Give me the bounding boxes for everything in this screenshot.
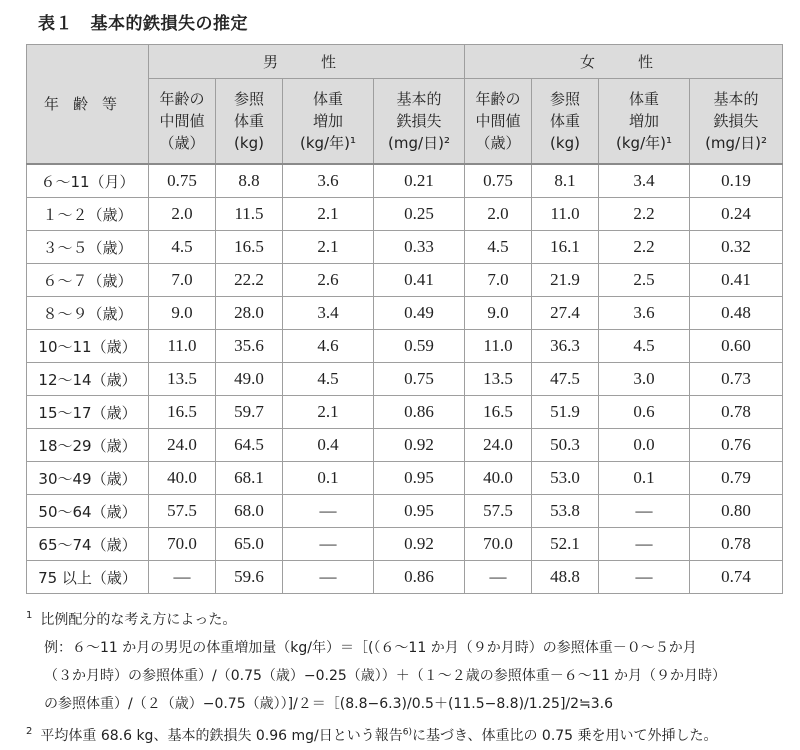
- value-cell: 2.2: [599, 231, 690, 264]
- value-cell: 0.60: [690, 330, 783, 363]
- value-cell: —: [599, 528, 690, 561]
- value-cell: 0.78: [690, 528, 783, 561]
- age-cell: １～２（歳）: [27, 198, 149, 231]
- table-row: [27, 297, 783, 330]
- column-header-line: 体重: [312, 90, 343, 108]
- value-cell: 40.0: [149, 462, 216, 495]
- footnote-1: [26, 602, 796, 634]
- value-cell: 0.73: [690, 363, 783, 396]
- column-header-line: 参照: [233, 90, 264, 108]
- column-header: [374, 79, 465, 165]
- value-cell: 36.3: [532, 330, 599, 363]
- value-cell: 70.0: [149, 528, 216, 561]
- value-cell: 27.4: [532, 297, 599, 330]
- value-cell: 0.49: [374, 297, 465, 330]
- age-cell: ３～５（歳）: [27, 231, 149, 264]
- value-cell: 2.1: [283, 396, 374, 429]
- value-cell: 24.0: [149, 429, 216, 462]
- column-header: [532, 79, 599, 165]
- value-cell: 53.0: [532, 462, 599, 495]
- value-cell: 0.41: [690, 264, 783, 297]
- age-cell: 12～14（歳）: [27, 363, 149, 396]
- value-cell: 59.7: [216, 396, 283, 429]
- value-cell: 0.4: [283, 429, 374, 462]
- age-cell: 18～29（歳）: [27, 429, 149, 462]
- value-cell: 11.0: [532, 198, 599, 231]
- value-cell: 13.5: [149, 363, 216, 396]
- value-cell: 4.5: [149, 231, 216, 264]
- column-header-line: (mg/日)²: [705, 134, 767, 152]
- value-cell: 0.76: [690, 429, 783, 462]
- age-column-header: 年齢等: [27, 45, 149, 165]
- column-header-line: 増加: [629, 112, 660, 130]
- footnote-2-reference: 6): [402, 727, 413, 738]
- table-row: [27, 198, 783, 231]
- iron-loss-table: [26, 44, 783, 594]
- value-cell: 2.5: [599, 264, 690, 297]
- value-cell: 3.0: [599, 363, 690, 396]
- value-cell: 0.21: [374, 164, 465, 198]
- value-cell: 0.25: [374, 198, 465, 231]
- value-cell: 0.1: [283, 462, 374, 495]
- table-row: [27, 264, 783, 297]
- age-cell: 30～49（歳）: [27, 462, 149, 495]
- value-cell: 49.0: [216, 363, 283, 396]
- value-cell: 4.6: [283, 330, 374, 363]
- column-header-line: 体重: [233, 112, 264, 130]
- male-group-header: 男 性: [149, 45, 465, 79]
- value-cell: 8.1: [532, 164, 599, 198]
- column-header-line: (mg/日)²: [388, 134, 450, 152]
- value-cell: 0.95: [374, 495, 465, 528]
- column-header-line: (kg): [234, 134, 264, 152]
- value-cell: 0.0: [599, 429, 690, 462]
- value-cell: 57.5: [149, 495, 216, 528]
- value-cell: 51.9: [532, 396, 599, 429]
- table-row: [27, 462, 783, 495]
- table-row: [27, 164, 783, 198]
- value-cell: 3.6: [283, 164, 374, 198]
- column-header-line: 参照: [550, 90, 581, 108]
- column-header-line: (kg/年)¹: [300, 134, 356, 152]
- value-cell: 28.0: [216, 297, 283, 330]
- table-title: 表１ 基本的鉄損失の推定: [38, 14, 248, 34]
- column-header-line: 中間値: [475, 112, 521, 130]
- value-cell: —: [283, 495, 374, 528]
- value-cell: 2.1: [283, 198, 374, 231]
- value-cell: —: [149, 561, 216, 594]
- value-cell: 7.0: [465, 264, 532, 297]
- value-cell: 0.75: [465, 164, 532, 198]
- value-cell: 11.0: [149, 330, 216, 363]
- value-cell: 2.0: [149, 198, 216, 231]
- value-cell: —: [599, 561, 690, 594]
- table-row: [27, 330, 783, 363]
- value-cell: 68.0: [216, 495, 283, 528]
- value-cell: 0.24: [690, 198, 783, 231]
- value-cell: 7.0: [149, 264, 216, 297]
- column-header: [690, 79, 783, 165]
- value-cell: 3.4: [283, 297, 374, 330]
- value-cell: 4.5: [465, 231, 532, 264]
- value-cell: 2.1: [283, 231, 374, 264]
- column-header: [283, 79, 374, 165]
- footnote-2: [26, 718, 796, 750]
- age-cell: 75 以上（歳）: [27, 561, 149, 594]
- value-cell: 0.86: [374, 561, 465, 594]
- table-row: [27, 363, 783, 396]
- table-row: [27, 561, 783, 594]
- column-header: [465, 79, 532, 165]
- value-cell: 0.33: [374, 231, 465, 264]
- table-row: [27, 396, 783, 429]
- column-header-line: 基本的: [396, 90, 442, 108]
- value-cell: 2.2: [599, 198, 690, 231]
- value-cell: 16.5: [465, 396, 532, 429]
- column-header-line: 年齢の: [475, 90, 521, 108]
- age-cell: 15～17（歳）: [27, 396, 149, 429]
- value-cell: 0.1: [599, 462, 690, 495]
- column-header: [216, 79, 283, 165]
- value-cell: 0.59: [374, 330, 465, 363]
- value-cell: 0.74: [690, 561, 783, 594]
- value-cell: 50.3: [532, 429, 599, 462]
- column-header: [149, 79, 216, 165]
- value-cell: 2.6: [283, 264, 374, 297]
- value-cell: 0.78: [690, 396, 783, 429]
- value-cell: 21.9: [532, 264, 599, 297]
- table-row: [27, 429, 783, 462]
- column-header-line: 体重: [550, 112, 581, 130]
- table-row: [27, 528, 783, 561]
- value-cell: 4.5: [599, 330, 690, 363]
- age-cell: 10～11（歳）: [27, 330, 149, 363]
- column-header-line: 中間値: [159, 112, 205, 130]
- value-cell: —: [599, 495, 690, 528]
- value-cell: 0.41: [374, 264, 465, 297]
- value-cell: 0.80: [690, 495, 783, 528]
- value-cell: 0.75: [374, 363, 465, 396]
- value-cell: 22.2: [216, 264, 283, 297]
- footnote-1-example-line-3: の参照体重）/（２（歳）−0.75（歳））]/２＝［(8.8−6.3)/0.5＋(11.5−8.8)/1.25]/2≒3.6: [44, 696, 614, 712]
- table-row: [27, 231, 783, 264]
- female-group-header: 女 性: [465, 45, 783, 79]
- value-cell: —: [283, 561, 374, 594]
- value-cell: 16.5: [149, 396, 216, 429]
- value-cell: 0.32: [690, 231, 783, 264]
- footnotes: [26, 602, 796, 750]
- column-header-line: 増加: [312, 112, 343, 130]
- value-cell: 0.6: [599, 396, 690, 429]
- column-header-line: （歳）: [475, 134, 521, 152]
- value-cell: 47.5: [532, 363, 599, 396]
- value-cell: 8.8: [216, 164, 283, 198]
- value-cell: —: [283, 528, 374, 561]
- value-cell: 9.0: [465, 297, 532, 330]
- value-cell: 11.5: [216, 198, 283, 231]
- footnote-1-example-line-2: （３か月時）の参照体重）/（0.75（歳）−0.25（歳））＋（１～２歳の参照体重－６～11 か月（９か月時）: [44, 668, 727, 684]
- column-header-line: (kg): [550, 134, 580, 152]
- value-cell: 13.5: [465, 363, 532, 396]
- column-header-line: （歳）: [159, 134, 205, 152]
- value-cell: 52.1: [532, 528, 599, 561]
- column-header-line: 体重: [629, 90, 660, 108]
- age-cell: ８～９（歳）: [27, 297, 149, 330]
- value-cell: 0.79: [690, 462, 783, 495]
- value-cell: 57.5: [465, 495, 532, 528]
- column-header-line: 鉄損失: [713, 112, 759, 130]
- value-cell: 53.8: [532, 495, 599, 528]
- column-header-line: 基本的: [713, 90, 759, 108]
- footnote-1-marker: 1: [26, 610, 33, 621]
- value-cell: 48.8: [532, 561, 599, 594]
- column-header-line: 鉄損失: [396, 112, 442, 130]
- age-cell: 50～64（歳）: [27, 495, 149, 528]
- value-cell: 35.6: [216, 330, 283, 363]
- value-cell: 59.6: [216, 561, 283, 594]
- value-cell: 70.0: [465, 528, 532, 561]
- value-cell: 40.0: [465, 462, 532, 495]
- age-cell: 65～74（歳）: [27, 528, 149, 561]
- value-cell: 0.95: [374, 462, 465, 495]
- age-cell: ６～11（月）: [27, 164, 149, 198]
- value-cell: 3.4: [599, 164, 690, 198]
- value-cell: —: [465, 561, 532, 594]
- value-cell: 0.48: [690, 297, 783, 330]
- value-cell: 4.5: [283, 363, 374, 396]
- value-cell: 0.86: [374, 396, 465, 429]
- table-body: [27, 164, 783, 594]
- footnote-2-text-b: に基づき、体重比の 0.75 乗を用いて外挿した。: [412, 728, 718, 744]
- age-cell: ６～７（歳）: [27, 264, 149, 297]
- value-cell: 0.92: [374, 528, 465, 561]
- footnote-2-marker: 2: [26, 726, 33, 737]
- value-cell: 0.92: [374, 429, 465, 462]
- footnote-2-text-a: 平均体重 68.6 kg、基本的鉄損失 0.96 mg/日という報告: [40, 728, 403, 744]
- table-row: [27, 495, 783, 528]
- value-cell: 64.5: [216, 429, 283, 462]
- value-cell: 65.0: [216, 528, 283, 561]
- value-cell: 16.5: [216, 231, 283, 264]
- value-cell: 11.0: [465, 330, 532, 363]
- footnote-1-example-line-1: 例：６～11 か月の男児の体重増加量（kg/年）＝［(（６～11 か月（９か月時）の参照体重－０～５か月: [44, 640, 697, 656]
- value-cell: 0.19: [690, 164, 783, 198]
- value-cell: 24.0: [465, 429, 532, 462]
- value-cell: 9.0: [149, 297, 216, 330]
- value-cell: 2.0: [465, 198, 532, 231]
- value-cell: 16.1: [532, 231, 599, 264]
- column-header-line: (kg/年)¹: [616, 134, 672, 152]
- column-header: [599, 79, 690, 165]
- footnote-1-text: 比例配分的な考え方によった。: [40, 612, 237, 628]
- value-cell: 0.75: [149, 164, 216, 198]
- value-cell: 3.6: [599, 297, 690, 330]
- value-cell: 68.1: [216, 462, 283, 495]
- column-header-line: 年齢の: [159, 90, 205, 108]
